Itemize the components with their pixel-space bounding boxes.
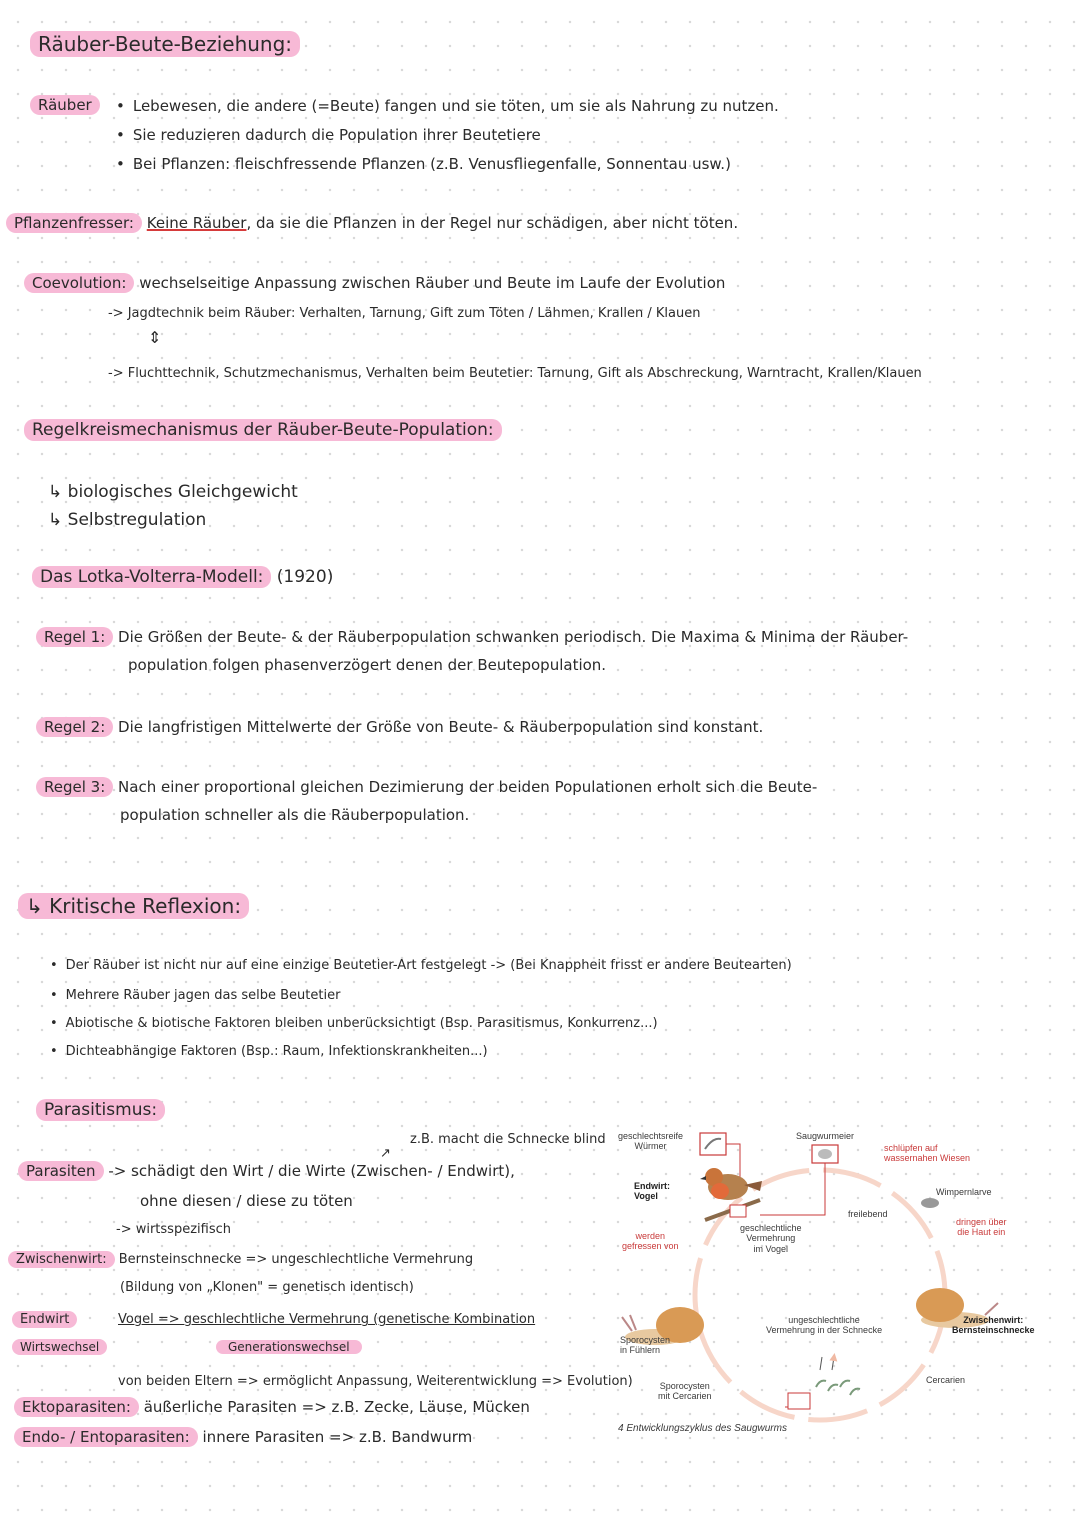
endo-line	[14, 1428, 472, 1446]
ekto-text: äußerliche Parasiten => z.B. Zecke, Läuse, Mücken	[143, 1398, 530, 1416]
regelkreis-item: ↳ biologisches Gleichgewicht	[48, 482, 298, 502]
kritik-item: • Der Räuber ist nicht nur auf eine einzige Beutetier-Art festgelegt -> (Bei Knappheit frisst er andere Beutearten)	[50, 958, 792, 974]
wirtswechsel-label: Wirtswechsel	[12, 1340, 107, 1356]
ekto-line	[14, 1398, 530, 1416]
coevolution-label: Coevolution:	[24, 273, 134, 293]
regel-label: Regel 2:	[36, 717, 113, 737]
regel-3	[36, 778, 817, 796]
sporocyst-box	[788, 1393, 810, 1409]
label-geschlechtliche-vermehrung: geschlechtliche Vermehrung im Vogel	[740, 1223, 802, 1254]
regel-label: Regel 1:	[36, 627, 113, 647]
saugwurm-cycle-diagram	[610, 1125, 1070, 1445]
lotka-title: Das Lotka-Volterra-Modell: (1920)	[32, 567, 333, 587]
label-zwischenwirt: Zwischenwirt: Bernsteinschnecke	[952, 1315, 1035, 1336]
zwischenwirt-label: Zwischenwirt:	[8, 1251, 115, 1268]
pflanzenfresser-label: Pflanzenfresser:	[6, 213, 142, 233]
regelkreis-title: Regelkreismechanismus der Räuber-Beute-Population:	[24, 420, 502, 440]
label-schluepfen: schlüpfen auf wassernahen Wiesen	[884, 1143, 971, 1164]
regel-text: Nach einer proportional gleichen Dezimierung der beiden Populationen erholt sich die Beute-	[118, 778, 818, 796]
note-arrow: ↗	[380, 1146, 391, 1161]
raeuber-item: • Lebewesen, die andere (=Beute) fangen und sie töten, um sie als Nahrung zu nutzen.	[116, 97, 779, 115]
flow-arrow	[820, 1357, 834, 1370]
jagdtechnik: -> Jagdtechnik beim Räuber: Verhalten, Tarnung, Gift zum Töten / Lähmen, Krallen / Klauen	[108, 306, 701, 321]
kritik-title: ↳ Kritische Reflexion:	[18, 894, 249, 918]
regelkreis-item: ↳ Selbstregulation	[48, 510, 207, 530]
coevolution-line	[24, 274, 725, 292]
label-dringen: dringen über die Haut ein	[956, 1217, 1007, 1238]
pflanzenfresser-line	[6, 214, 738, 232]
page-title: Räuber-Beute-Beziehung:	[30, 32, 300, 56]
raeuber-item: • Sie reduzieren dadurch die Population ihrer Beutetiere	[116, 126, 541, 144]
raeuber-item: • Bei Pflanzen: fleischfressende Pflanzen (z.B. Venusfliegenfalle, Sonnentau usw.)	[116, 155, 731, 173]
parasiten-text: -> wirtsspezifisch	[116, 1222, 231, 1237]
kritik-item: • Mehrere Räuber jagen das selbe Beutetier	[50, 988, 340, 1004]
kritik-item: • Dichteabhängige Faktoren (Bsp.: Raum, Infektionskrankheiten...)	[50, 1044, 488, 1060]
parasiten-text: -> schädigt den Wirt / die Wirte (Zwischen- / Endwirt),	[108, 1162, 515, 1180]
regel-text: Die Größen der Beute- & der Räuberpopulation schwanken periodisch. Die Maxima & Minima der Räuber-	[118, 628, 909, 646]
egg-icon	[818, 1149, 832, 1159]
coevolution-arrow: ⇕	[148, 328, 162, 347]
parasiten-text: ohne diesen / diese zu töten	[140, 1192, 353, 1210]
raeuber-label: Räuber	[30, 96, 100, 114]
label-wimpernlarve: Wimpernlarve	[936, 1187, 992, 1197]
ekto-label: Ektoparasiten:	[14, 1397, 139, 1417]
parasitismus-note: z.B. macht die Schnecke blind	[410, 1132, 606, 1147]
endo-text: innere Parasiten => z.B. Bandwurm	[202, 1428, 473, 1446]
label-sporocysten-cercarien: Sporocysten mit Cercarien	[658, 1381, 712, 1402]
lotka-year: (1920)	[276, 567, 334, 587]
cercarien-icon	[816, 1381, 860, 1395]
label-geschlechtsreife: geschlechtsreife Würmer	[618, 1131, 684, 1152]
regel-text: population schneller als die Räuberpopulation.	[120, 806, 470, 824]
keine-raeuber: Keine Räuber	[146, 214, 247, 232]
label-cercarien: Cercarien	[926, 1375, 966, 1385]
bird-box	[730, 1205, 746, 1217]
zwischenwirt-text: Bernsteinschnecke => ungeschlechtliche Vermehrung	[118, 1252, 474, 1267]
endo-label: Endo- / Entoparasiten:	[14, 1427, 198, 1447]
label-sporocysten-fuehler: Sporocysten in Fühlern	[620, 1335, 671, 1356]
pflanzenfresser-rest: , da sie die Pflanzen in der Regel nur schädigen, aber nicht töten.	[246, 214, 739, 232]
diagram-caption: 4 Entwicklungszyklus des Saugwurms	[618, 1423, 787, 1434]
endwirt-text: Vogel => geschlechtliche Vermehrung (genetische Kombination	[118, 1312, 536, 1327]
label-werden-gefressen: werden gefressen von	[622, 1231, 679, 1252]
zwischenwirt-text: (Bildung von „Klonen" = genetisch identisch)	[120, 1280, 414, 1295]
label-saugwurmeier: Saugwurmeier	[796, 1131, 855, 1141]
regel-label: Regel 3:	[36, 777, 113, 797]
regel-text: population folgen phasenverzögert denen der Beutepopulation.	[128, 656, 607, 674]
label-endwirt: Endwirt: Vogel	[634, 1181, 670, 1202]
coevolution-definition: wechselseitige Anpassung zwischen Räuber und Beute im Laufe der Evolution	[139, 274, 726, 292]
zwischenwirt-line	[8, 1252, 473, 1268]
parasiten-line	[18, 1162, 515, 1180]
regel-2	[36, 718, 763, 736]
kritik-item: • Abiotische & biotische Faktoren bleiben unberücksichtigt (Bsp. Parasitismus, Konkurrenz...)	[50, 1016, 658, 1032]
fluchttechnik: -> Fluchttechnik, Schutzmechanismus, Verhalten beim Beutetier: Tarnung, Gift als Abschreckung, Warntracht, Krallen/Klauen	[108, 366, 922, 381]
larva-icon	[921, 1198, 939, 1208]
generationswechsel: Generationswechsel	[216, 1340, 362, 1354]
label-freilebend: freilebend	[848, 1209, 888, 1219]
eltern-text: von beiden Eltern => ermöglicht Anpassung, Weiterentwicklung => Evolution)	[118, 1374, 633, 1389]
regel-1	[36, 628, 908, 646]
label-ungeschlechtliche-vermehrung: ungeschlechtliche Vermehrung in der Schnecke	[766, 1315, 883, 1336]
parasitismus-title: Parasitismus:	[36, 1100, 165, 1120]
regel-text: Die langfristigen Mittelwerte der Größe von Beute- & Räuberpopulation sind konstant.	[118, 718, 764, 736]
worm-box	[700, 1133, 726, 1155]
parasiten-label: Parasiten	[18, 1161, 104, 1181]
endwirt-label: Endwirt	[12, 1312, 77, 1328]
